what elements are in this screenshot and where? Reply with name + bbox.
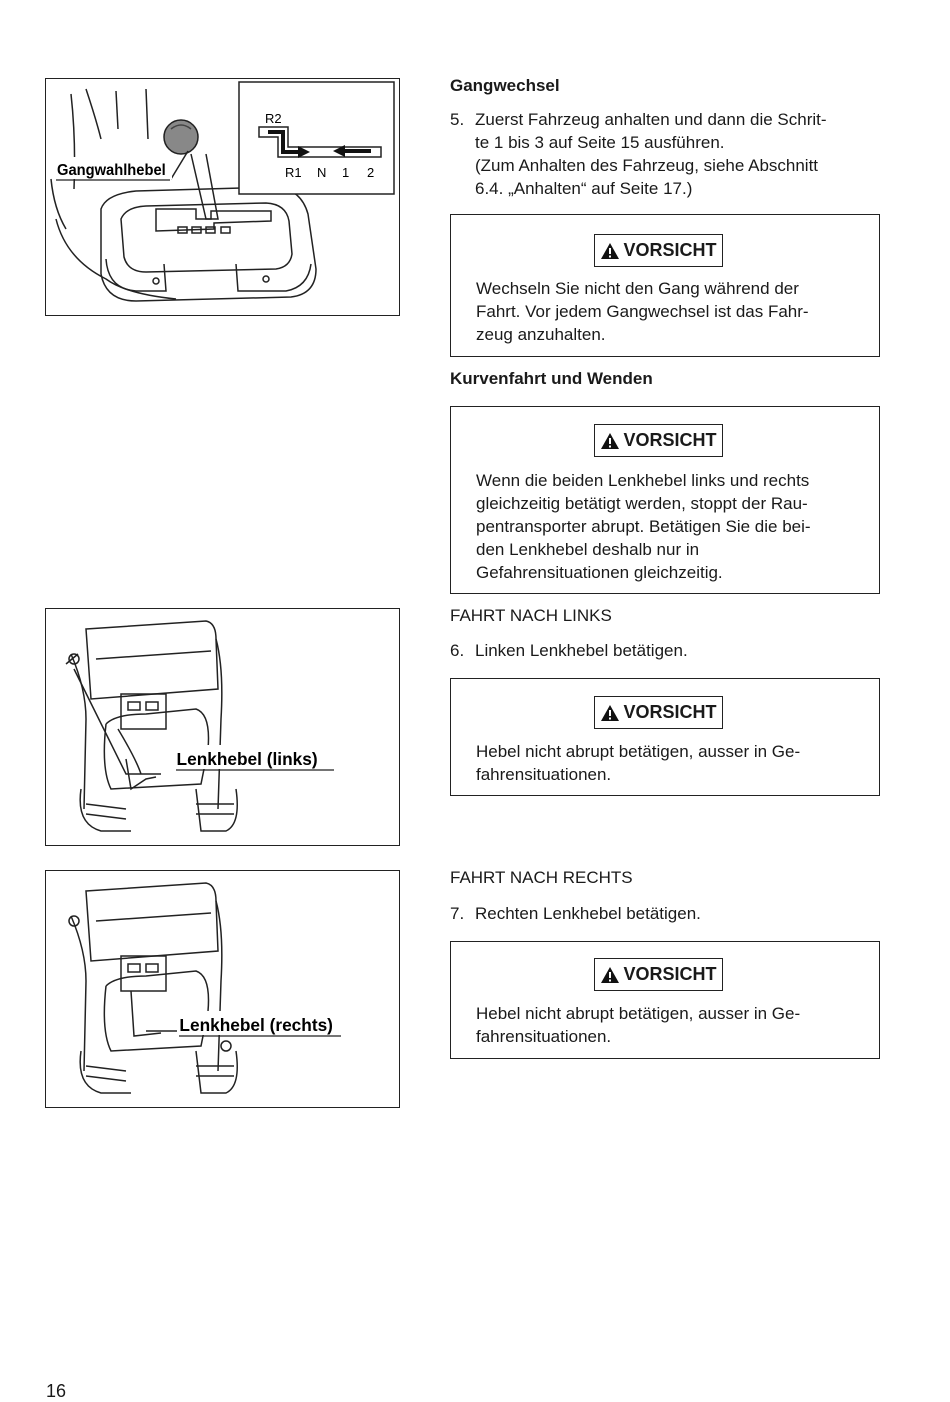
gate-n-label: N bbox=[317, 165, 327, 180]
step-line: Zuerst Fahrzeug anhalten und dann die Schrit- bbox=[475, 110, 827, 129]
gate-r1-label: R1 bbox=[285, 165, 302, 180]
figure-gear-selector bbox=[45, 78, 400, 316]
step-line: (Zum Anhalten des Fahrzeug, siehe Abschnitt bbox=[475, 156, 819, 175]
heading-fahrt-links: FAHRT NACH LINKS bbox=[450, 606, 612, 625]
caution-text bbox=[476, 1002, 859, 1048]
caution-line: Gefahrensituationen gleichzeitig. bbox=[476, 563, 723, 582]
left-lever-illustration bbox=[46, 609, 399, 845]
caution-box-gear-change bbox=[450, 214, 880, 357]
step-line: te 1 bis 3 auf Seite 15 ausführen. bbox=[475, 133, 725, 152]
caution-badge-label: VORSICHT bbox=[623, 964, 717, 984]
step-6 bbox=[450, 639, 880, 662]
step-line: 6.4. „Anhalten“ auf Seite 17.) bbox=[475, 179, 693, 198]
warning-triangle-icon bbox=[600, 242, 620, 260]
step-text: Rechten Lenkhebel betätigen. bbox=[475, 904, 701, 923]
caution-box-right bbox=[450, 941, 880, 1059]
caution-text bbox=[476, 277, 859, 346]
caution-line: fahrensituationen. bbox=[476, 1027, 612, 1046]
heading-kurvenfahrt: Kurvenfahrt und Wenden bbox=[450, 369, 653, 388]
caution-badge-label: VORSICHT bbox=[623, 240, 717, 260]
warning-triangle-icon bbox=[600, 432, 620, 450]
gate-r2-label: R2 bbox=[265, 111, 282, 126]
caution-line: gleichzeitig betätigt werden, stoppt der Rau- bbox=[476, 494, 808, 513]
caution-line: den Lenkhebel deshalb nur in bbox=[476, 540, 700, 559]
heading-fahrt-rechts: FAHRT NACH RECHTS bbox=[450, 868, 633, 887]
caution-line: Fahrt. Vor jedem Gangwechsel ist das Fahr- bbox=[476, 302, 809, 321]
figure-right-steering-lever bbox=[45, 870, 400, 1108]
warning-triangle-icon bbox=[600, 966, 620, 984]
step-text: Linken Lenkhebel betätigen. bbox=[475, 641, 688, 660]
gear-lever-callout: Gangwahlhebel bbox=[57, 161, 166, 180]
right-lever-callout: Lenkhebel (rechts) bbox=[179, 1014, 333, 1036]
caution-badge-label: VORSICHT bbox=[623, 430, 717, 450]
caution-line: Hebel nicht abrupt betätigen, ausser in Ge- bbox=[476, 1004, 801, 1023]
figure-left-steering-lever bbox=[45, 608, 400, 846]
step-number: 7. bbox=[450, 904, 465, 923]
caution-badge bbox=[594, 424, 723, 457]
caution-line: Wechseln Sie nicht den Gang während der bbox=[476, 279, 799, 298]
caution-line: Wenn die beiden Lenkhebel links und rechts bbox=[476, 471, 810, 490]
gate-2-label: 2 bbox=[367, 165, 375, 180]
step-number: 6. bbox=[450, 641, 465, 660]
left-lever-callout: Lenkhebel (links) bbox=[176, 748, 318, 770]
gear-selector-illustration bbox=[46, 79, 399, 315]
caution-text bbox=[476, 469, 859, 584]
caution-box-left bbox=[450, 678, 880, 796]
caution-badge bbox=[594, 234, 723, 267]
caution-badge-label: VORSICHT bbox=[623, 702, 717, 722]
caution-text bbox=[476, 740, 859, 786]
caution-box-steering bbox=[450, 406, 880, 594]
heading-gangwechsel: Gangwechsel bbox=[450, 76, 560, 95]
caution-badge bbox=[594, 958, 723, 991]
right-lever-illustration bbox=[46, 871, 399, 1107]
page-number: 16 bbox=[46, 1381, 67, 1401]
caution-line: pentransporter abrupt. Betätigen Sie die bei- bbox=[476, 517, 811, 536]
step-text bbox=[475, 108, 827, 200]
warning-triangle-icon bbox=[600, 704, 620, 722]
caution-badge bbox=[594, 696, 723, 729]
caution-line: Hebel nicht abrupt betätigen, ausser in Ge- bbox=[476, 742, 801, 761]
step-7 bbox=[450, 902, 880, 925]
step-5 bbox=[450, 108, 880, 200]
gate-1-label: 1 bbox=[342, 165, 350, 180]
step-number: 5. bbox=[450, 110, 465, 129]
caution-line: fahrensituationen. bbox=[476, 765, 612, 784]
caution-line: zeug anzuhalten. bbox=[476, 325, 606, 344]
